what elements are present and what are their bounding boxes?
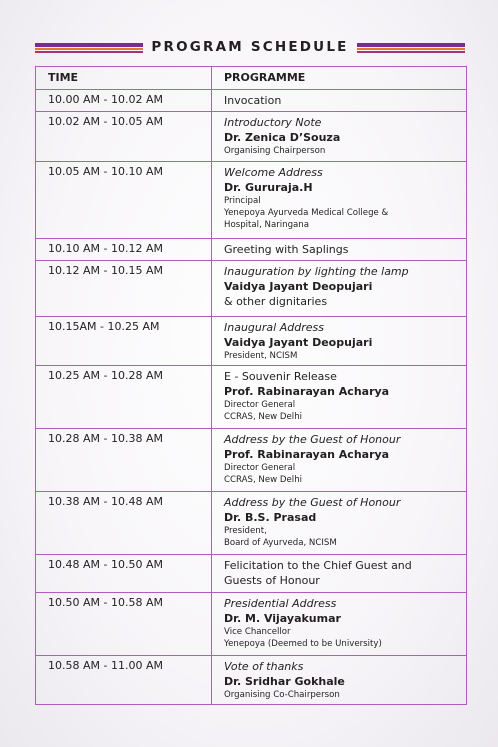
programme-cell bbox=[212, 429, 467, 492]
time-slot: 10.58 AM - 11.00 AM bbox=[36, 656, 212, 705]
programme-title: Greeting with Saplings bbox=[224, 243, 349, 256]
table-row bbox=[36, 656, 467, 705]
time-slot: 10.38 AM - 10.48 AM bbox=[36, 492, 212, 555]
table-row bbox=[36, 555, 467, 593]
table-row bbox=[36, 366, 467, 429]
programme-title: Inaugural Address bbox=[224, 321, 324, 334]
programme-cell bbox=[212, 162, 467, 239]
speaker-name: Dr. Gururaja.H bbox=[224, 181, 313, 194]
programme-cell bbox=[212, 317, 467, 366]
speaker-designation: Vice Chancellor bbox=[224, 627, 291, 637]
speaker-name: Dr. Sridhar Gokhale bbox=[224, 675, 345, 688]
time-slot: 10.05 AM - 10.10 AM bbox=[36, 162, 212, 239]
speaker-designation: Organising Co-Chairperson bbox=[224, 690, 340, 700]
programme-cell bbox=[212, 239, 467, 261]
time-slot: 10.15AM - 10.25 AM bbox=[36, 317, 212, 366]
speaker-designation: Yenepoya (Deemed to be University) bbox=[224, 639, 382, 649]
programme-title: Address by the Guest of Honour bbox=[224, 433, 401, 446]
programme-title: Inauguration by lighting the lamp bbox=[224, 265, 409, 278]
page-title: PROGRAM SCHEDULE bbox=[151, 39, 349, 55]
column-header-time: TIME bbox=[36, 67, 212, 90]
table-row bbox=[36, 239, 467, 261]
programme-note: Guests of Honour bbox=[224, 574, 320, 587]
speaker-designation: President, bbox=[224, 526, 267, 536]
programme-title: Vote of thanks bbox=[224, 660, 304, 673]
time-slot: 10.25 AM - 10.28 AM bbox=[36, 366, 212, 429]
schedule-body bbox=[36, 90, 467, 705]
programme-cell bbox=[212, 555, 467, 593]
speaker-designation: Board of Ayurveda, NCISM bbox=[224, 538, 337, 548]
table-row bbox=[36, 261, 467, 317]
table-row bbox=[36, 112, 467, 162]
programme-cell bbox=[212, 90, 467, 112]
programme-title: E - Souvenir Release bbox=[224, 370, 337, 383]
programme-title: Invocation bbox=[224, 94, 282, 107]
programme-cell bbox=[212, 492, 467, 555]
programme-title: Introductory Note bbox=[224, 116, 322, 129]
programme-title: Welcome Address bbox=[224, 166, 323, 179]
table-row bbox=[36, 492, 467, 555]
programme-note: & other dignitaries bbox=[224, 295, 328, 308]
table-row bbox=[36, 429, 467, 492]
time-slot: 10.00 AM - 10.02 AM bbox=[36, 90, 212, 112]
table-row bbox=[36, 593, 467, 656]
speaker-name: Vaidya Jayant Deopujari bbox=[224, 280, 373, 293]
speaker-designation: Director General bbox=[224, 400, 296, 410]
time-slot: 10.12 AM - 10.15 AM bbox=[36, 261, 212, 317]
speaker-designation: President, NCISM bbox=[224, 351, 298, 361]
speaker-name: Dr. Zenica D’Souza bbox=[224, 131, 341, 144]
speaker-designation: CCRAS, New Delhi bbox=[224, 475, 303, 485]
speaker-designation: Hospital, Naringana bbox=[224, 220, 310, 230]
speaker-designation: Principal bbox=[224, 196, 261, 206]
speaker-designation: Director General bbox=[224, 463, 296, 473]
table-header-row bbox=[36, 67, 467, 90]
programme-cell bbox=[212, 261, 467, 317]
time-slot: 10.10 AM - 10.12 AM bbox=[36, 239, 212, 261]
programme-cell bbox=[212, 366, 467, 429]
speaker-name: Vaidya Jayant Deopujari bbox=[224, 336, 373, 349]
programme-cell bbox=[212, 112, 467, 162]
table-row bbox=[36, 317, 467, 366]
programme-cell bbox=[212, 593, 467, 656]
time-slot: 10.02 AM - 10.05 AM bbox=[36, 112, 212, 162]
schedule-header bbox=[35, 38, 465, 58]
time-slot: 10.48 AM - 10.50 AM bbox=[36, 555, 212, 593]
programme-title: Address by the Guest of Honour bbox=[224, 496, 401, 509]
speaker-name: Prof. Rabinarayan Acharya bbox=[224, 448, 390, 461]
time-slot: 10.28 AM - 10.38 AM bbox=[36, 429, 212, 492]
column-header-programme: PROGRAMME bbox=[212, 67, 467, 90]
speaker-designation: Organising Chairperson bbox=[224, 146, 326, 156]
programme-title: Presidential Address bbox=[224, 597, 337, 610]
speaker-designation: Yenepoya Ayurveda Medical College & bbox=[224, 208, 389, 218]
table-row bbox=[36, 90, 467, 112]
table-row bbox=[36, 162, 467, 239]
speaker-name: Prof. Rabinarayan Acharya bbox=[224, 385, 390, 398]
programme-title: Felicitation to the Chief Guest and bbox=[224, 559, 412, 572]
speaker-name: Dr. B.S. Prasad bbox=[224, 511, 317, 524]
schedule-table bbox=[35, 66, 467, 705]
programme-cell bbox=[212, 656, 467, 705]
decorative-stripes-right bbox=[357, 43, 465, 53]
speaker-designation: CCRAS, New Delhi bbox=[224, 412, 303, 422]
time-slot: 10.50 AM - 10.58 AM bbox=[36, 593, 212, 656]
speaker-name: Dr. M. Vijayakumar bbox=[224, 612, 341, 625]
